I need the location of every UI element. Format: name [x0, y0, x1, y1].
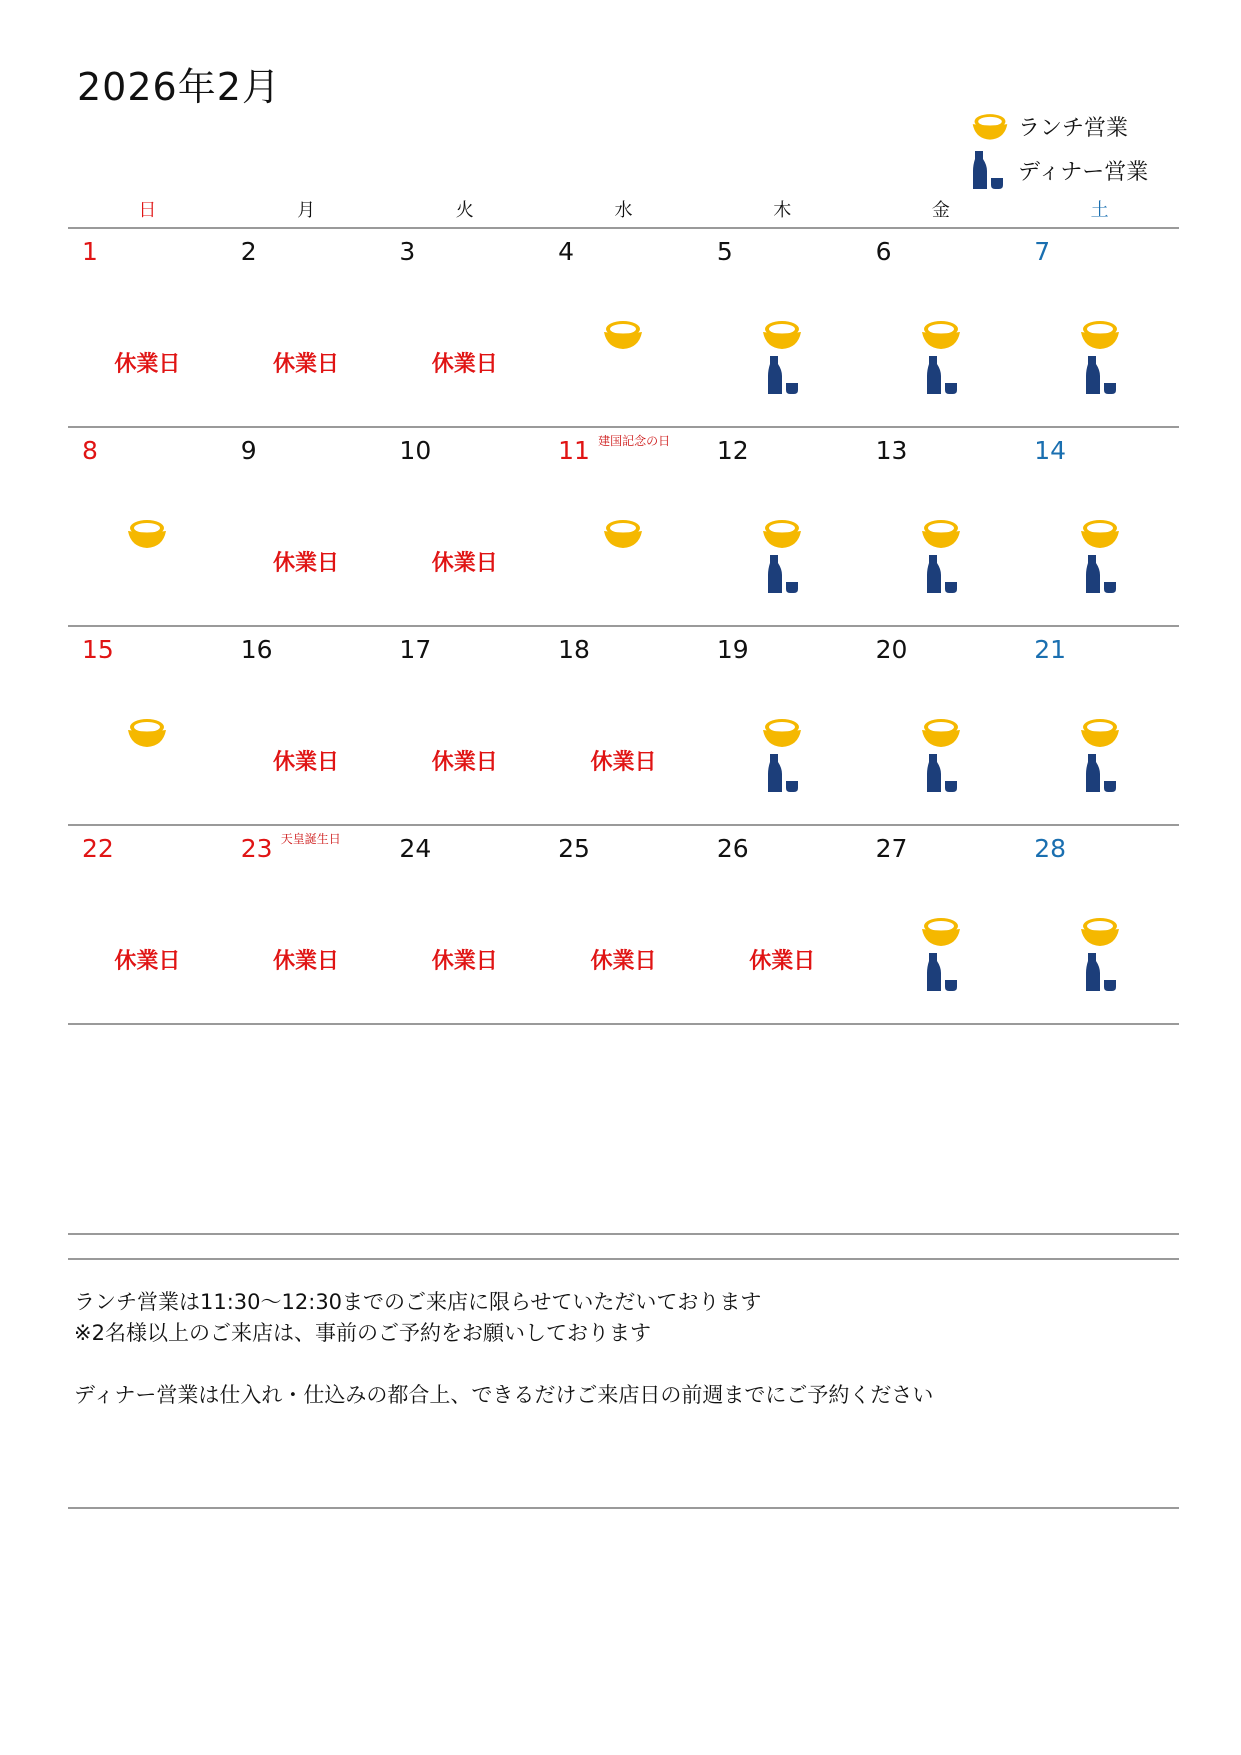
- day-number: 13: [875, 436, 908, 465]
- calendar-day: [1020, 428, 1179, 625]
- rice-bowl-icon: [125, 715, 169, 753]
- calendar-day: [862, 229, 1021, 426]
- day-number: 17: [399, 635, 432, 664]
- rice-bowl-icon: [1078, 914, 1122, 952]
- sake-icon: [1083, 951, 1119, 997]
- day-number: 7: [1034, 237, 1051, 266]
- calendar-day: [385, 627, 544, 824]
- closed-label: 休業日: [114, 352, 181, 377]
- rice-bowl-icon: [601, 516, 645, 554]
- day-number: 10: [399, 436, 432, 465]
- day-number: 24: [399, 834, 432, 863]
- calendar-day: [68, 627, 227, 824]
- day-number: 2: [240, 237, 257, 266]
- day-number: 14: [1034, 436, 1067, 465]
- day-number: 4: [558, 237, 575, 266]
- day-number: 28: [1034, 834, 1067, 863]
- sake-icon: [970, 150, 1014, 190]
- calendar-day: [385, 229, 544, 426]
- sake-icon: [924, 354, 960, 400]
- divider: [68, 1258, 1179, 1260]
- day-number: 1: [82, 237, 98, 266]
- calendar-day: [1020, 627, 1179, 824]
- day-number: 18: [558, 635, 590, 664]
- day-number: 11: [558, 436, 590, 465]
- day-number: 26: [716, 834, 749, 863]
- day-number: 3: [399, 237, 416, 266]
- calendar-day: [544, 627, 703, 824]
- closed-label: 休業日: [431, 551, 498, 576]
- day-number: 19: [716, 635, 749, 664]
- sake-icon: [1083, 752, 1119, 798]
- rice-bowl-icon: [1078, 715, 1122, 753]
- closed-label: 休業日: [431, 949, 498, 974]
- calendar-day: [227, 428, 386, 625]
- closed-label: 休業日: [273, 750, 340, 775]
- note-dinner: ディナー営業は仕入れ・仕込みの都合上、できるだけご来店日の前週までにご予約ください: [74, 1383, 934, 1407]
- sake-icon: [765, 553, 801, 599]
- calendar-day: [862, 428, 1021, 625]
- weekday-label: 土: [1090, 200, 1109, 221]
- calendar-day: [385, 428, 544, 625]
- closed-label: 休業日: [749, 949, 816, 974]
- weekday-label: 水: [614, 200, 633, 221]
- rice-bowl-icon: [919, 516, 963, 554]
- calendar-day: [227, 627, 386, 824]
- legend-lunch: [970, 104, 1148, 148]
- calendar-day: [544, 229, 703, 426]
- day-number: 20: [875, 635, 908, 664]
- sake-icon: [1083, 553, 1119, 599]
- holiday-name: 天皇誕生日: [280, 832, 341, 846]
- legend-dinner-label: ディナー営業: [1018, 159, 1149, 185]
- closed-label: 休業日: [114, 949, 181, 974]
- calendar-day: [862, 627, 1021, 824]
- day-number: 8: [82, 436, 98, 465]
- rice-bowl-icon: [1078, 317, 1122, 355]
- calendar-day: [544, 826, 703, 1023]
- calendar-day: [544, 428, 703, 625]
- rice-bowl-icon: [919, 715, 963, 753]
- sake-icon: [924, 553, 960, 599]
- calendar-day: [703, 627, 862, 824]
- weekday-label: 月: [297, 200, 316, 221]
- calendar-week: [68, 826, 1179, 1025]
- day-number: 12: [716, 436, 749, 465]
- legend-dinner: [970, 148, 1148, 192]
- rice-bowl-icon: [919, 317, 963, 355]
- weekday-label: 金: [931, 200, 950, 221]
- day-number: 27: [875, 834, 908, 863]
- calendar-day: [703, 428, 862, 625]
- closed-label: 休業日: [431, 750, 498, 775]
- calendar-day: [862, 826, 1021, 1023]
- calendar-week: [68, 428, 1179, 627]
- day-number: 22: [82, 834, 114, 863]
- day-number: 25: [558, 834, 590, 863]
- calendar-day: [703, 229, 862, 426]
- note-lunch-hours: ランチ営業は11:30～12:30までのご来店に限らせていただいております: [74, 1290, 762, 1314]
- calendar-day: [1020, 229, 1179, 426]
- legend-lunch-label: ランチ営業: [1018, 115, 1129, 141]
- day-number: 16: [240, 635, 273, 664]
- calendar-grid: [68, 227, 1179, 1025]
- rice-bowl-icon: [760, 516, 804, 554]
- day-number: 15: [82, 635, 114, 664]
- calendar-day: [227, 229, 386, 426]
- rice-bowl-icon: [760, 715, 804, 753]
- page-title: 2026年2月: [77, 65, 281, 109]
- sake-icon: [924, 951, 960, 997]
- holiday-name: 建国記念の日: [598, 434, 671, 448]
- calendar-day: [68, 826, 227, 1023]
- rice-bowl-icon: [1078, 516, 1122, 554]
- calendar-day: [227, 826, 386, 1023]
- divider: [68, 1507, 1179, 1509]
- weekday-label: 火: [455, 200, 474, 221]
- calendar-day: [385, 826, 544, 1023]
- calendar-day: [68, 229, 227, 426]
- sake-icon: [765, 354, 801, 400]
- rice-bowl-icon: [125, 516, 169, 554]
- calendar-day: [68, 428, 227, 625]
- closed-label: 休業日: [590, 949, 657, 974]
- closed-label: 休業日: [590, 750, 657, 775]
- day-number: 5: [716, 237, 733, 266]
- rice-bowl-icon: [601, 317, 645, 355]
- day-number: 6: [875, 237, 892, 266]
- sake-icon: [765, 752, 801, 798]
- legend: [970, 104, 1148, 192]
- sake-icon: [1083, 354, 1119, 400]
- weekday-header: [68, 196, 1179, 226]
- day-number: 23: [240, 834, 273, 863]
- rice-bowl-icon: [919, 914, 963, 952]
- calendar-week: [68, 627, 1179, 826]
- weekday-label: 日: [138, 200, 157, 221]
- calendar-week: [68, 229, 1179, 428]
- divider: [68, 1233, 1179, 1235]
- note-reservation: ※2名様以上のご来店は、事前のご予約をお願いしております: [74, 1321, 651, 1345]
- rice-bowl-icon: [760, 317, 804, 355]
- calendar-day: [1020, 826, 1179, 1023]
- day-number: 21: [1034, 635, 1067, 664]
- rice-bowl-icon: [970, 106, 1014, 146]
- closed-label: 休業日: [273, 352, 340, 377]
- weekday-label: 木: [773, 200, 792, 221]
- sake-icon: [924, 752, 960, 798]
- calendar-day: [703, 826, 862, 1023]
- notes: [74, 1287, 933, 1411]
- closed-label: 休業日: [273, 949, 340, 974]
- day-number: 9: [240, 436, 257, 465]
- closed-label: 休業日: [431, 352, 498, 377]
- closed-label: 休業日: [273, 551, 340, 576]
